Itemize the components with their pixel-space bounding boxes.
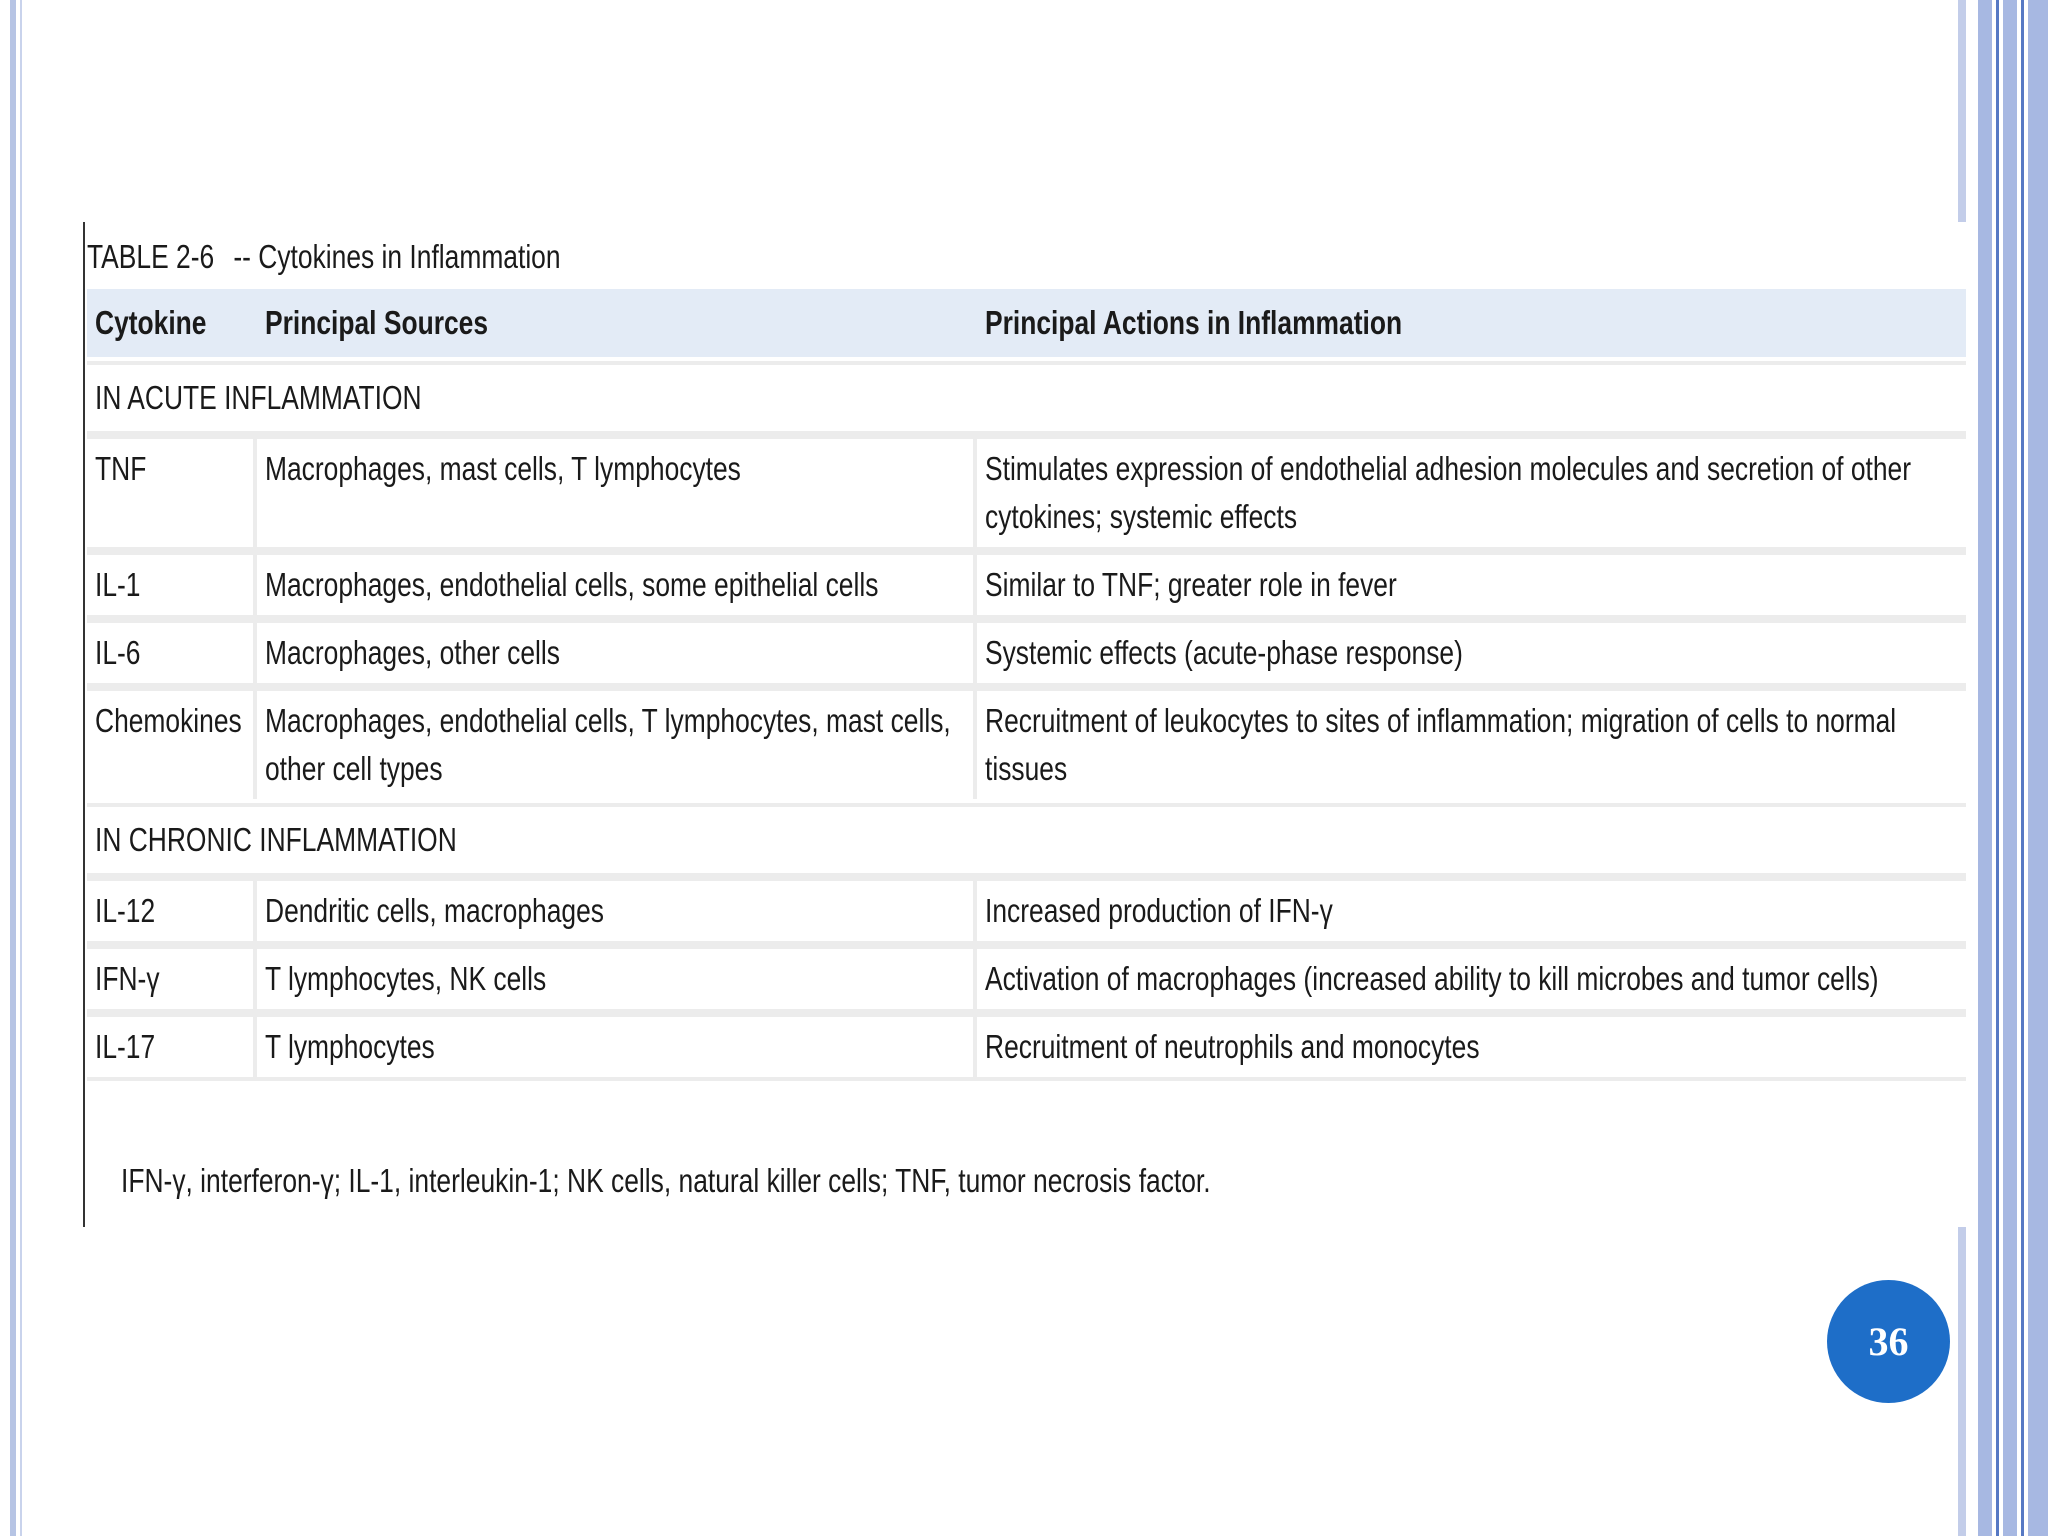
page-number-badge: 36 [1827,1280,1950,1403]
cytokines-table [87,285,1966,1085]
table-title [87,238,561,276]
frame-right-stripe [1996,0,1999,1536]
cytokine-cell: IL-12 [87,877,257,941]
frame-right-band [1978,0,1992,1536]
sources-cell: T lymphocytes [257,1013,977,1081]
actions-cell: Stimulates expression of endothelial adhesion molecules and secretion of other cytokines; systemic effects [977,435,1966,547]
column-header-cytokine: Cytokine [87,289,257,357]
section-row-chronic [87,803,1966,873]
actions-cell: Activation of macrophages (increased ability to kill microbes and tumor cells) [977,945,1966,1009]
cytokine-cell: IL-6 [87,619,257,683]
section-label: IN ACUTE INFLAMMATION [87,361,1966,431]
table-row [87,687,1966,799]
frame-right-band [2003,0,2017,1536]
frame-right-band [2028,0,2048,1536]
cytokine-cell: IFN-γ [87,945,257,1009]
table-row [87,619,1966,683]
cytokine-cell: IL-1 [87,551,257,615]
cytokine-cell: TNF [87,435,257,547]
sources-cell: Macrophages, endothelial cells, T lymphocytes, mast cells, other cell types [257,687,977,799]
table-header-row [87,289,1966,357]
column-header-sources: Principal Sources [257,289,977,357]
table-number: TABLE 2-6 [87,238,215,275]
table-footnote: IFN-γ, interferon-γ; IL-1, interleukin-1; NK cells, natural killer cells; TNF, tumor necrosis factor. [121,1162,1211,1199]
actions-cell: Increased production of IFN-γ [977,877,1966,941]
table-row [87,1013,1966,1081]
actions-cell: Systemic effects (acute-phase response) [977,619,1966,683]
frame-left-inner [20,0,22,1536]
cytokine-table-figure [83,222,1966,1227]
sources-cell: Macrophages, mast cells, T lymphocytes [257,435,977,547]
section-row-acute [87,361,1966,431]
table-row [87,877,1966,941]
section-label: IN CHRONIC INFLAMMATION [87,803,1966,873]
cytokine-cell: IL-17 [87,1013,257,1081]
sources-cell: Macrophages, other cells [257,619,977,683]
cytokine-cell: Chemokines [87,687,257,799]
actions-cell: Recruitment of leukocytes to sites of inflammation; migration of cells to normal tissues [977,687,1966,799]
sources-cell: Macrophages, endothelial cells, some epithelial cells [257,551,977,615]
table-row [87,945,1966,1009]
frame-left-outer [10,0,16,1536]
frame-right-stripe [2021,0,2024,1536]
actions-cell: Recruitment of neutrophils and monocytes [977,1013,1966,1081]
actions-cell: Similar to TNF; greater role in fever [977,551,1966,615]
table-row [87,551,1966,615]
table-row [87,435,1966,547]
sources-cell: Dendritic cells, macrophages [257,877,977,941]
table-subtitle: -- Cytokines in Inflammation [233,238,561,275]
column-header-actions: Principal Actions in Inflammation [977,289,1966,357]
sources-cell: T lymphocytes, NK cells [257,945,977,1009]
